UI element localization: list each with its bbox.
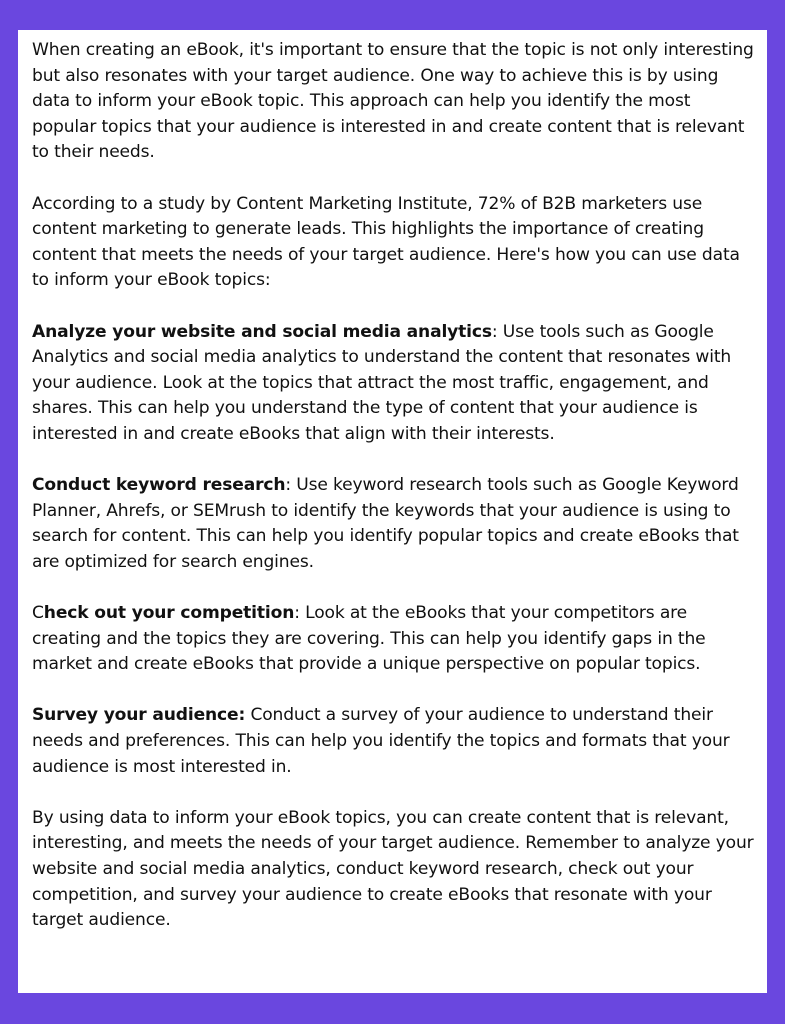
competition-paragraph [32,601,755,678]
keywords-paragraph [32,473,755,575]
keywords-heading: Conduct keyword research [32,475,286,496]
intro-paragraph: When creating an eBook, it's important to ensure that the topic is not only interesting but also resonates with your target audience. One way to achieve this is by using data to inform your eBook topic. This approach can help you identify the most popular topics that your audience is interested in and create content that is relevant to their needs. [32,40,754,163]
competition-heading: heck out your competition [43,603,295,624]
competition-heading-prefix: C [32,603,44,624]
keywords-body: : Use keyword research tools such as Google Keyword Planner, Ahrefs, or SEMrush to identify the keywords that your audience is using to search for content. This can help you identify popular topics and create eBooks that are optimized for search engines. [32,475,739,572]
document-page [18,30,767,993]
study-paragraph: According to a study by Content Marketing Institute, 72% of B2B marketers use content marketing to generate leads. This highlights the importance of creating content that meets the needs of your target audience. Here's how you can use data to inform your eBook topics: [32,193,740,291]
competition-body: : Look at the eBooks that your competitors are creating and the topics they are covering. This can help you identify gaps in the market and create eBooks that provide a unique perspective on popular topics. [32,603,706,675]
analytics-body: : Use tools such as Google Analytics and social media analytics to understand the content that resonates with your audience. Look at the topics that attract the most traffic, engagement, and shares. This can help you understand the type of content that your audience is interested in and create eBooks that align with their interests. [32,321,732,444]
analytics-heading: Analyze your website and social media analytics [32,321,492,342]
survey-heading: Survey your audience: [32,705,246,726]
conclusion-paragraph: By using data to inform your eBook topics, you can create content that is relevant, interesting, and meets the needs of your target audience. Remember to analyze your website and social media analytics, conduct keyword research, check out your competition, and survey your audience to create eBooks that resonate with your target audience. [32,807,754,931]
survey-paragraph [32,703,755,780]
analytics-paragraph [32,320,755,448]
survey-body: Conduct a survey of your audience to understand their needs and preferences. This can help you identify the topics and formats that your audience is most interested in. [32,705,730,777]
